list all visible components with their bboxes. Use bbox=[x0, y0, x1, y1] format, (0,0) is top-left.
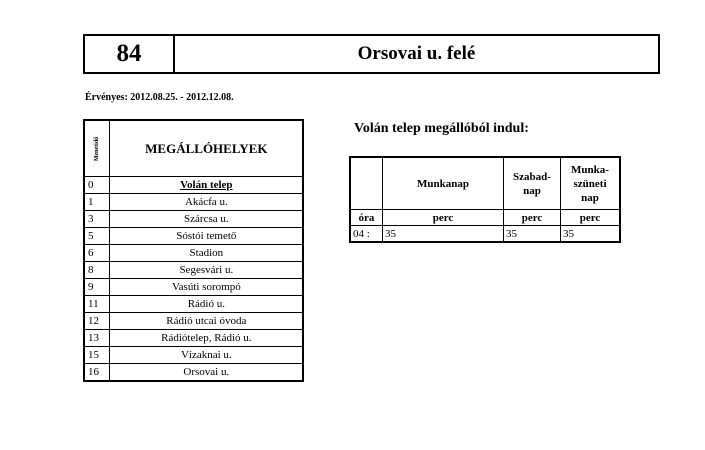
validity-period: Érvényes: 2012.08.25. - 2012.12.08. bbox=[85, 92, 234, 103]
stop-row bbox=[84, 296, 303, 313]
saturday-header: Szabad- nap bbox=[504, 157, 561, 210]
departs-from-label: Volán telep megállóból indul: bbox=[354, 121, 529, 136]
workday-minutes: 35 bbox=[383, 226, 504, 243]
route-header bbox=[83, 34, 660, 74]
holiday-header: Munka- szüneti nap bbox=[561, 157, 621, 210]
stop-name: Akácfa u. bbox=[110, 194, 304, 211]
stop-minutes: 13 bbox=[84, 330, 110, 347]
stop-minutes: 16 bbox=[84, 364, 110, 382]
stop-row bbox=[84, 262, 303, 279]
route-number: 84 bbox=[85, 36, 175, 72]
stops-table bbox=[83, 119, 304, 382]
departure-hour: 04 : bbox=[350, 226, 383, 243]
stop-row bbox=[84, 364, 303, 382]
stop-row bbox=[84, 245, 303, 262]
stop-name: Stadion bbox=[110, 245, 304, 262]
stop-name: Vasúti sorompó bbox=[110, 279, 304, 296]
workday-header: Munkanap bbox=[383, 157, 504, 210]
origin-stop-name: Volán telep bbox=[180, 179, 233, 191]
stop-name: Orsovai u. bbox=[110, 364, 304, 382]
minute-label: perc bbox=[504, 210, 561, 226]
stop-minutes: 11 bbox=[84, 296, 110, 313]
timetable-row bbox=[350, 226, 620, 243]
stop-name: Vízaknai u. bbox=[110, 347, 304, 364]
stop-row bbox=[84, 211, 303, 228]
stop-name: Rádiótelep, Rádió u. bbox=[110, 330, 304, 347]
stop-name: Szárcsa u. bbox=[110, 211, 304, 228]
stop-name: Rádió utcai óvoda bbox=[110, 313, 304, 330]
stop-row bbox=[84, 330, 303, 347]
stop-row bbox=[84, 228, 303, 245]
stop-name: Rádió u. bbox=[110, 296, 304, 313]
stop-row bbox=[84, 313, 303, 330]
stop-name bbox=[110, 177, 304, 194]
stop-minutes: 1 bbox=[84, 194, 110, 211]
stop-minutes: 3 bbox=[84, 211, 110, 228]
stop-minutes: 6 bbox=[84, 245, 110, 262]
stops-header: MEGÁLLÓHELYEK bbox=[110, 120, 304, 177]
stop-minutes: 15 bbox=[84, 347, 110, 364]
minute-label: perc bbox=[383, 210, 504, 226]
stop-minutes: 5 bbox=[84, 228, 110, 245]
stop-row bbox=[84, 177, 303, 194]
timetable bbox=[349, 156, 621, 243]
hour-header-blank bbox=[350, 157, 383, 210]
stop-minutes: 12 bbox=[84, 313, 110, 330]
route-direction: Orsovai u. felé bbox=[357, 43, 476, 64]
stop-row bbox=[84, 347, 303, 364]
stop-minutes: 0 bbox=[84, 177, 110, 194]
minutes-header: Menetidő bbox=[84, 120, 110, 177]
hour-label: óra bbox=[350, 210, 383, 226]
holiday-minutes: 35 bbox=[561, 226, 621, 243]
minute-label: perc bbox=[561, 210, 621, 226]
stop-minutes: 9 bbox=[84, 279, 110, 296]
stop-row bbox=[84, 194, 303, 211]
saturday-minutes: 35 bbox=[504, 226, 561, 243]
stop-row bbox=[84, 279, 303, 296]
stop-minutes: 8 bbox=[84, 262, 110, 279]
stop-name: Segesvári u. bbox=[110, 262, 304, 279]
stop-name: Sóstói temető bbox=[110, 228, 304, 245]
